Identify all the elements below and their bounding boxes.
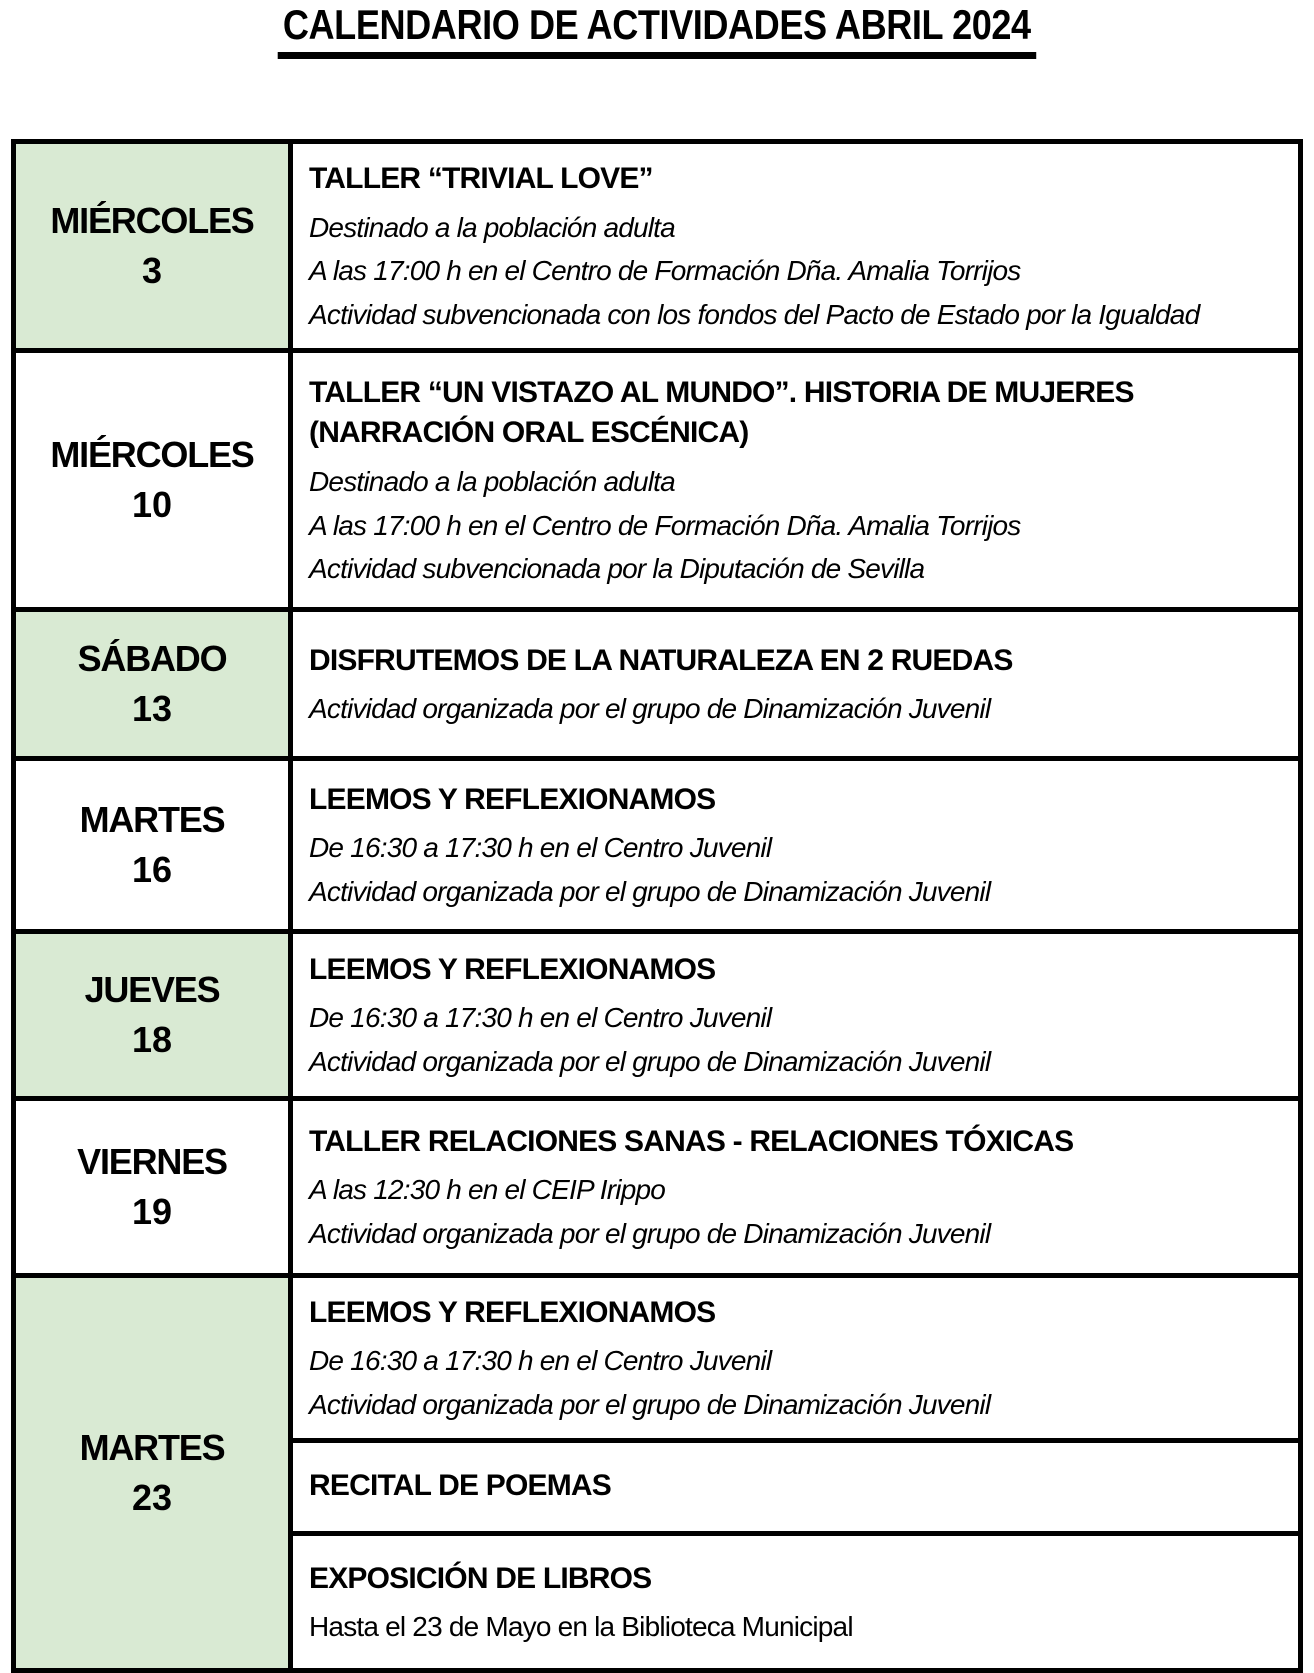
day-number: 19 [131,1190,173,1232]
activity-line: Destinado a la población adulta [309,211,675,243]
page-title-text: CALENDARIO DE ACTIVIDADES ABRIL 2024 [278,2,1036,59]
activity-line: Destinado a la población adulta [309,465,675,497]
day-cell [14,610,291,759]
page-title [0,0,1314,59]
row-sabado-13 [14,610,1301,759]
activity-line: Actividad organizada por el grupo de Dinamización Juvenil [309,1389,991,1421]
day-number: 18 [131,1018,173,1060]
activity-title: LEEMOS Y REFLEXIONAMOS [309,1295,716,1329]
activity-title: EXPOSICIÓN DE LIBROS [309,1561,652,1595]
activity-line: A las 17:00 h en el Centro de Formación Dña. Amalia Torrijos [309,509,1021,541]
activity-cell [291,932,1301,1099]
day-name: JUEVES [84,969,220,1011]
activities-table [11,139,1303,1673]
activity-line: A las 12:30 h en el CEIP Irippo [309,1174,666,1206]
day-number: 23 [131,1476,173,1518]
row-viernes-19 [14,1099,1301,1276]
day-name: SÁBADO [77,638,227,680]
day-cell [14,351,291,610]
activity-title: TALLER “TRIVIAL LOVE” [309,162,653,196]
day-cell [14,1276,291,1671]
activity-line: Actividad organizada por el grupo de Dinamización Juvenil [309,1046,991,1078]
day-cell [14,1099,291,1276]
day-name: MARTES [79,1427,225,1469]
activity-cell [291,610,1301,759]
day-number: 10 [131,483,173,525]
day-number: 3 [141,249,163,291]
activity-title: TALLER RELACIONES SANAS - RELACIONES TÓXICAS [309,1124,1074,1158]
day-name: MARTES [79,799,225,841]
activity-line: Hasta el 23 de Mayo en la Biblioteca Municipal [309,1611,853,1643]
activity-line: Actividad subvencionada con los fondos del Pacto de Estado por la Igualdad [309,299,1200,331]
activity-title: LEEMOS Y REFLEXIONAMOS [309,952,716,986]
activity-cell [291,1276,1301,1441]
day-cell [14,759,291,932]
activity-cell [291,142,1301,351]
row-jueves-18 [14,932,1301,1099]
row-martes-16 [14,759,1301,932]
activity-title: LEEMOS Y REFLEXIONAMOS [309,782,716,816]
day-number: 16 [131,848,173,890]
activity-line: Actividad organizada por el grupo de Dinamización Juvenil [309,876,991,908]
activity-line: De 16:30 a 17:30 h en el Centro Juvenil [309,832,772,864]
activity-cell [291,1534,1301,1671]
activity-title: TALLER “UN VISTAZO AL MUNDO”. HISTORIA DE MUJERES (NARRACIÓN ORAL ESCÉNICA) [309,375,1134,450]
activity-line: De 16:30 a 17:30 h en el Centro Juvenil [309,1345,772,1377]
day-cell [14,142,291,351]
activity-cell [291,1099,1301,1276]
activity-title: RECITAL DE POEMAS [309,1468,611,1502]
activity-line: Actividad organizada por el grupo de Dinamización Juvenil [309,1218,991,1250]
activity-cell [291,1441,1301,1534]
activity-cell [291,351,1301,610]
activity-line: A las 17:00 h en el Centro de Formación Dña. Amalia Torrijos [309,255,1021,287]
activity-line: De 16:30 a 17:30 h en el Centro Juvenil [309,1002,772,1034]
day-number: 13 [131,687,173,729]
day-name: VIERNES [77,1141,227,1183]
row-miercoles-3 [14,142,1301,351]
activity-line: Actividad organizada por el grupo de Dinamización Juvenil [309,693,991,725]
activity-line: Actividad subvencionada por la Diputación de Sevilla [309,553,925,585]
row-miercoles-10 [14,351,1301,610]
day-name: MIÉRCOLES [50,200,254,242]
day-name: MIÉRCOLES [50,434,254,476]
day-cell [14,932,291,1099]
row-martes-23-leemos [14,1276,1301,1441]
activity-cell [291,759,1301,932]
activity-title: DISFRUTEMOS DE LA NATURALEZA EN 2 RUEDAS [309,643,1013,677]
